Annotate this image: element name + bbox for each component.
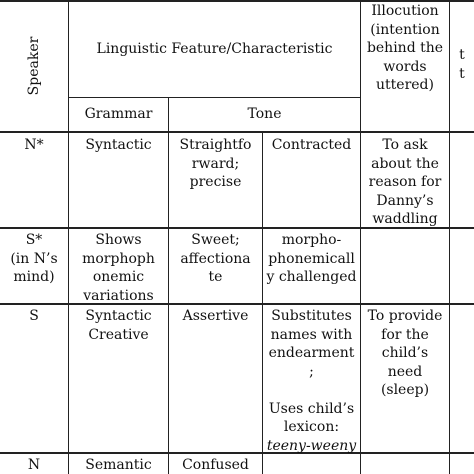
cell-line: Straightfo	[179, 137, 252, 153]
cell-line: morpho-	[281, 232, 342, 248]
cell-line: morphoph	[82, 250, 155, 267]
cell-line: child’s	[381, 345, 429, 361]
table-row-3-tone-1	[169, 307, 262, 326]
cell-line: rward;	[191, 155, 240, 172]
table-row-1-speaker	[0, 136, 68, 155]
cell-line: onemic	[92, 269, 145, 285]
cell-line	[263, 381, 360, 400]
linguistic-feature-header	[69, 2, 360, 97]
cell-line: Syntactic	[85, 308, 152, 324]
cell-line: y challenged	[266, 269, 357, 285]
cell-line: (in N’s	[10, 250, 58, 267]
table-row-4-grammar	[69, 456, 168, 474]
cell-line: (sleep)	[380, 382, 430, 398]
cell-line: variations	[83, 287, 154, 304]
cell-line: Danny’s	[376, 192, 434, 209]
table-row-2-tone-1	[169, 231, 262, 287]
tone-header	[169, 98, 360, 131]
cell-line: about the	[371, 155, 439, 172]
table-row-1-grammar	[69, 136, 168, 155]
illocution-header-line: words	[383, 58, 427, 75]
table-row-1-tone-2	[263, 136, 360, 155]
cell-line: endearment	[268, 345, 355, 361]
grammar-header-label: Grammar	[84, 106, 153, 123]
grammar-header	[69, 98, 168, 131]
table-row-4-tone-1	[169, 456, 262, 474]
cell-line: N*	[24, 137, 44, 153]
table-row-3-illocution	[361, 307, 449, 400]
linguistic-feature-label: Linguistic Feature/Characteristic	[96, 41, 333, 58]
table-row-1-tone-1	[169, 136, 262, 192]
cell-line: S*	[25, 232, 43, 248]
cell-line: Sweet;	[191, 232, 240, 248]
cell-line: precise	[189, 174, 242, 190]
cell-line: need	[387, 363, 423, 380]
cut-off-header-line: t	[459, 65, 465, 82]
cell-line: N	[27, 457, 41, 473]
cell-line: mind)	[13, 269, 55, 285]
cell-line: ;	[309, 363, 314, 380]
cut-off-column-header	[450, 46, 474, 83]
row-border-1	[0, 131, 474, 133]
illocution-header	[361, 2, 449, 97]
cell-line: Shows	[95, 232, 142, 248]
cell-line: names with	[270, 326, 353, 343]
cell-line: for the	[381, 326, 429, 343]
cell-line: affectiona	[180, 250, 251, 267]
cut-off-header-line: t	[459, 47, 465, 63]
cell-line: Syntactic	[85, 137, 152, 153]
cell-line: To provide	[367, 308, 443, 324]
cell-line: S	[29, 308, 39, 324]
cell-line: phonemicall	[268, 250, 355, 267]
cell-line: Contracted	[271, 137, 352, 153]
cell-line: Substitutes	[271, 308, 352, 324]
cell-line: Confused	[182, 457, 249, 473]
cell-line: Semantic	[85, 457, 152, 473]
table-row-3-grammar	[69, 307, 168, 344]
illocution-header-line: Illocution	[371, 3, 439, 19]
illocution-header-line: behind the	[366, 40, 444, 56]
table-row-3-tone-2	[263, 307, 360, 455]
cell-line: reason for	[368, 174, 442, 190]
speaker-header: Speaker	[26, 36, 42, 96]
cell-line: Assertive	[182, 308, 249, 324]
cell-line: te	[208, 269, 223, 285]
row-border-4	[0, 452, 474, 454]
cell-line: waddling	[372, 211, 438, 227]
table-row-2-speaker	[0, 231, 68, 287]
table-row-3-speaker	[0, 307, 68, 326]
tone-header-label: Tone	[247, 106, 282, 123]
cell-line-italic: teeny-weeny	[266, 437, 357, 454]
cell-line: Uses child’s	[268, 400, 355, 417]
illocution-header-line: (intention	[370, 21, 440, 38]
table-row-2-grammar	[69, 231, 168, 305]
table-row-1-illocution	[361, 136, 449, 229]
cell-line: To ask	[382, 137, 428, 153]
illocution-header-line: uttered)	[376, 77, 434, 93]
cell-line: lexicon:	[283, 419, 340, 435]
table-row-4-speaker	[0, 456, 68, 474]
table-row-2-tone-2	[263, 231, 360, 287]
cell-line: Creative	[88, 326, 149, 343]
